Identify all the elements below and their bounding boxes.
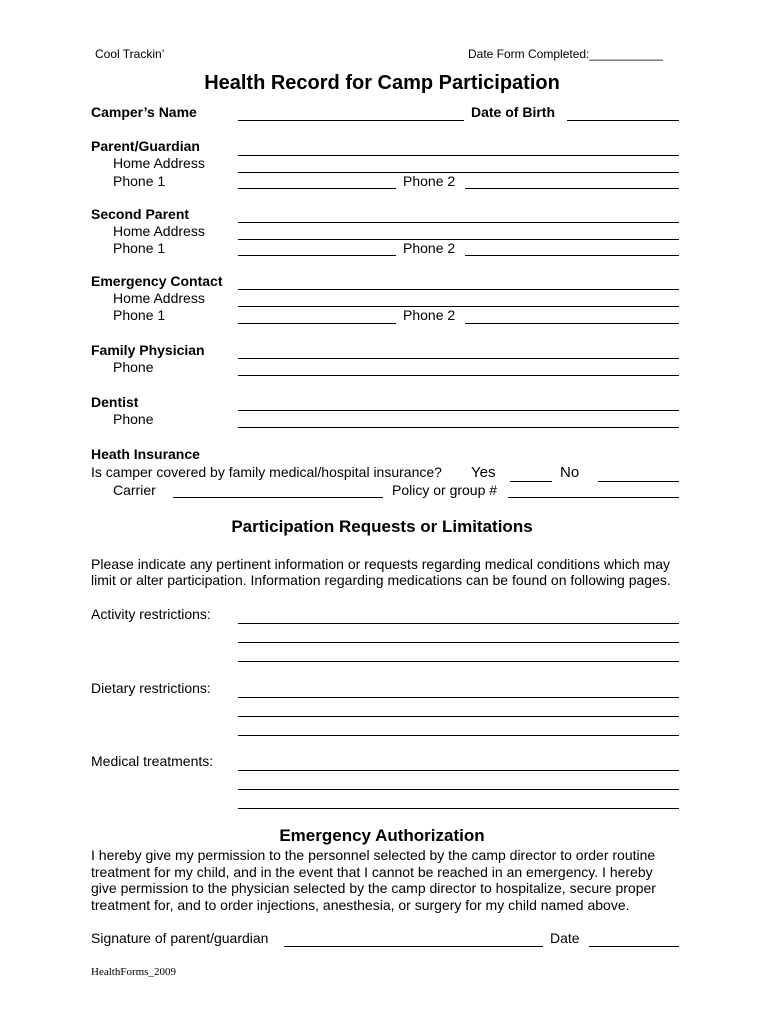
- participation-intro-line1: Please indicate any pertinent information or requests regarding medical conditions which may: [91, 556, 670, 572]
- dentist-heading: Dentist: [91, 394, 139, 410]
- insurance-question: Is camper covered by family medical/hospital insurance?: [91, 464, 442, 480]
- second-parent-home-address-field[interactable]: [238, 239, 679, 240]
- insurance-no-label: No: [560, 464, 580, 481]
- form-footer: HealthForms_2009: [91, 966, 176, 978]
- medical-treatments-line-1[interactable]: [238, 770, 679, 771]
- emergency-phone2-field[interactable]: [465, 323, 679, 324]
- medical-treatments-label: Medical treatments:: [91, 753, 214, 769]
- date-of-birth-field[interactable]: [567, 120, 679, 121]
- carrier-label: Carrier: [113, 482, 156, 498]
- medical-treatments-line-2[interactable]: [238, 789, 679, 790]
- campers-name-field[interactable]: [238, 120, 464, 121]
- signature-label: Signature of parent/guardian: [91, 930, 269, 946]
- second-parent-home-address-label: Home Address: [113, 223, 205, 239]
- dentist-field[interactable]: [238, 410, 679, 411]
- second-parent-phone2-field[interactable]: [465, 255, 679, 256]
- family-physician-field[interactable]: [238, 358, 679, 359]
- signature-date-label: Date: [550, 930, 580, 946]
- participation-intro-line2: limit or alter participation. Information regarding medications can be found on following pages.: [91, 572, 671, 588]
- activity-restrictions-line-3[interactable]: [238, 661, 679, 662]
- medical-treatments-line-3[interactable]: [238, 808, 679, 809]
- policy-field[interactable]: [508, 497, 679, 498]
- dietary-restrictions-line-2[interactable]: [238, 716, 679, 717]
- parent-phone1-label: Phone 1: [113, 173, 166, 189]
- signature-date-field[interactable]: [589, 946, 679, 947]
- camp-name: Cool Trackin’: [95, 47, 165, 61]
- second-parent-phone2-label: Phone 2: [403, 240, 456, 256]
- emergency-phone1-label: Phone 1: [113, 307, 166, 323]
- signature-field[interactable]: [284, 946, 543, 947]
- activity-restrictions-label: Activity restrictions:: [91, 606, 211, 622]
- dietary-restrictions-line-3[interactable]: [238, 735, 679, 736]
- parent-phone2-label: Phone 2: [403, 173, 456, 189]
- page-title: Health Record for Camp Participation: [204, 72, 560, 94]
- authorization-line1: I hereby give my permission to the personnel selected by the camp director to order routine: [91, 847, 656, 863]
- activity-restrictions-line-2[interactable]: [238, 642, 679, 643]
- dentist-phone-label: Phone: [113, 411, 154, 427]
- emergency-home-address-field[interactable]: [238, 306, 679, 307]
- dentist-phone-field[interactable]: [238, 427, 679, 428]
- activity-restrictions-line-1[interactable]: [238, 623, 679, 624]
- authorization-line3: give permission to the physician selected by the camp director to hospitalize, secure proper: [91, 880, 656, 896]
- dietary-restrictions-label: Dietary restrictions:: [91, 680, 211, 696]
- second-parent-phone1-label: Phone 1: [113, 240, 166, 256]
- emergency-authorization-heading: Emergency Authorization: [279, 826, 485, 845]
- date-form-completed-blank[interactable]: ___________: [589, 47, 663, 61]
- second-parent-heading: Second Parent: [91, 206, 190, 222]
- campers-name-label: Camper’s Name: [91, 104, 197, 120]
- parent-home-address-field[interactable]: [238, 172, 679, 173]
- parent-home-address-label: Home Address: [113, 155, 205, 171]
- emergency-home-address-label: Home Address: [113, 290, 205, 306]
- policy-label: Policy or group #: [392, 482, 498, 498]
- authorization-line4: treatment for, and to order injections, anesthesia, or surgery for my child named above.: [91, 897, 630, 913]
- second-parent-field[interactable]: [238, 222, 679, 223]
- emergency-phone1-field[interactable]: [238, 323, 396, 324]
- second-parent-phone1-field[interactable]: [238, 255, 396, 256]
- insurance-yes-field[interactable]: [510, 481, 552, 482]
- physician-phone-label: Phone: [113, 359, 154, 375]
- emergency-contact-heading: Emergency Contact: [91, 273, 223, 289]
- authorization-line2: treatment for my child, and in the event that I cannot be reached in an emergency. I hereby: [91, 864, 653, 880]
- health-insurance-heading: Heath Insurance: [91, 446, 200, 462]
- insurance-yes-label: Yes: [471, 464, 496, 481]
- parent-phone2-field[interactable]: [465, 188, 679, 189]
- parent-guardian-heading: Parent/Guardian: [91, 138, 200, 154]
- date-form-completed-label: Date Form Completed:___________: [468, 47, 663, 61]
- emergency-phone2-label: Phone 2: [403, 307, 456, 323]
- carrier-field[interactable]: [173, 497, 383, 498]
- physician-phone-field[interactable]: [238, 375, 679, 376]
- dietary-restrictions-line-1[interactable]: [238, 697, 679, 698]
- insurance-no-field[interactable]: [598, 481, 679, 482]
- parent-guardian-field[interactable]: [238, 155, 679, 156]
- participation-heading: Participation Requests or Limitations: [231, 517, 533, 536]
- emergency-contact-field[interactable]: [238, 289, 679, 290]
- parent-phone1-field[interactable]: [238, 188, 396, 189]
- family-physician-heading: Family Physician: [91, 342, 205, 358]
- date-of-birth-label: Date of Birth: [471, 104, 555, 120]
